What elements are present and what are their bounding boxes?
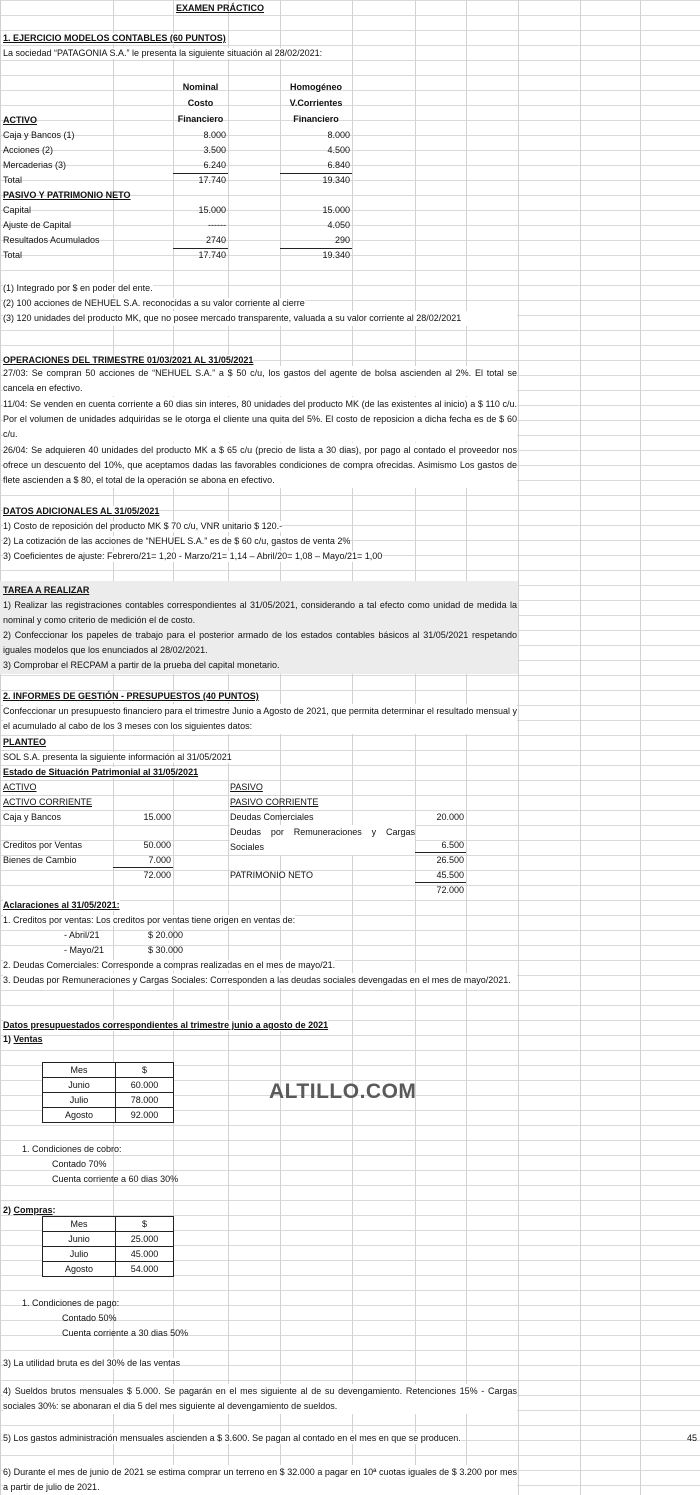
cobro-item: Cuenta corriente a 60 dias 30% <box>52 1174 179 1184</box>
pago-item: Contado 50% <box>62 1313 117 1323</box>
deudas-com-label: Deudas Comerciales <box>230 812 314 822</box>
deudas-rem-label: Deudas por Remuneraciones y Cargas Sociales <box>230 825 415 855</box>
table-header: $ <box>116 1217 174 1232</box>
ventas-table <box>42 1062 174 1123</box>
activo-row-homog: 4.500 <box>327 145 350 155</box>
subtotal-line <box>173 173 228 174</box>
subtotal-line <box>113 867 173 868</box>
compras-table <box>42 1216 174 1277</box>
section1-intro: La sociedad “PATAGONIA S.A.” le presenta la siguiente situación al 28/02/2021: <box>3 48 323 58</box>
pasivo-total-value: 26.500 <box>436 855 464 865</box>
page-number: 45 <box>686 1433 697 1443</box>
table-row <box>43 1232 174 1247</box>
caja-value: 15.000 <box>143 812 171 822</box>
subtotal-line <box>415 882 466 883</box>
aclaracion-3: 3. Deudas por Remuneraciones y Cargas Sociales: Corresponden a las deudas sociales devengadas en el mes de mayo/2021. <box>3 973 517 988</box>
section1-heading: 1. EJERCICIO MODELOS CONTABLES (60 PUNTOS) <box>3 33 226 43</box>
acl1-item-label: - Mayo/21 <box>64 945 105 955</box>
pn-value: 45.500 <box>436 870 464 880</box>
table-cell: 45.000 <box>116 1247 174 1262</box>
planteo: PLANTEO <box>3 737 47 747</box>
op-2: 11/04: Se venden en cuenta corriente a 60 dias sin interes, 80 unidades del producto MK (de las existentes al inicio) a $ 110 c/u. Por el volumen de unidades adquiridas se le otorga el cliente una quita del 5%. El costo de reposicion a dicha fecha es de $ 60 c/u. <box>3 397 517 442</box>
watermark: ALTILLO.COM <box>269 1080 417 1103</box>
deudas-com-value: 20.000 <box>436 812 464 822</box>
pasivo-total-label: Total <box>3 250 23 260</box>
activo-row-homog: 8.000 <box>327 130 350 140</box>
tarea-heading: TAREA A REALIZAR <box>3 585 90 595</box>
aclaracion-1: 1. Creditos por ventas: Los creditos por ventas tiene origen en ventas de: <box>3 915 296 925</box>
activo-total-homog: 19.340 <box>322 175 350 185</box>
table-row <box>43 1093 174 1108</box>
table-cell: 25.000 <box>116 1232 174 1247</box>
cobro-heading: 1. Condiciones de cobro: <box>22 1144 122 1154</box>
pasivo-row-homog: 4.050 <box>327 220 350 230</box>
pasivo-row-label: Resultados Acumulados <box>3 235 100 245</box>
esp-title: Estado de Situación Patrimonial al 31/05/2021 <box>3 767 199 777</box>
table-cell: Julio <box>43 1247 116 1262</box>
subtotal-line <box>173 248 228 249</box>
pasivo-row-homog: 290 <box>334 235 350 245</box>
acl1-item-value: $ 20.000 <box>148 930 184 940</box>
dato-2: 2) La cotización de las acciones de “NEHUEL S.A.” es de $ 60 c/u, gastos de venta 2% <box>3 536 351 546</box>
creditos-label: Creditos por Ventas <box>3 840 83 850</box>
activo-row-nominal: 3.500 <box>203 145 226 155</box>
dato-1: 1) Costo de reposición del producto MK $ 70 c/u, VNR unitario $ 120.- <box>3 521 283 531</box>
deudas-rem-value: 6.500 <box>441 840 464 850</box>
table-row <box>43 1108 174 1123</box>
col-nominal-1: Nominal <box>182 82 219 92</box>
activo-row-nominal: 6.240 <box>203 160 226 170</box>
activo-row-label: Acciones (2) <box>3 145 54 155</box>
esp-pasivo-corriente: PASIVO CORRIENTE <box>230 797 319 807</box>
table-cell: Junio <box>43 1078 116 1093</box>
col-nominal-3: Financiero <box>177 114 224 124</box>
op-1: 27/03: Se compran 50 acciones de “NEHUEL S.A.” a $ 50 c/u, los gastos del agente de bolsa ascienden al 2%. El total se cancela en efectivo. <box>3 366 517 396</box>
pasivo-total-nominal: 17.740 <box>198 250 226 260</box>
tarea-3: 3) Comprobar el RECPAM a partir de la prueba del capital monetario. <box>3 660 280 670</box>
tarea-1: 1) Realizar las registraciones contables correspondientes al 31/05/2021, considerando a tal efecto como unidad de medida la nominal y como criterio de medición el de costo. <box>3 600 517 625</box>
aclaraciones-heading: Aclaraciones al 31/05/2021: <box>3 900 120 910</box>
activo-row-nominal: 8.000 <box>203 130 226 140</box>
pasivo-row-nominal: 15.000 <box>198 205 226 215</box>
item-3: 3) La utilidad bruta es del 30% de las ventas <box>3 1358 181 1368</box>
acl1-item-label: - Abril/21 <box>64 930 100 940</box>
table-cell: Junio <box>43 1232 116 1247</box>
table-row <box>43 1262 174 1277</box>
creditos-value: 50.000 <box>143 840 171 850</box>
activo-total-nominal: 17.740 <box>198 175 226 185</box>
pasivo-total-homog: 19.340 <box>322 250 350 260</box>
dato-3: 3) Coeficientes de ajuste: Febrero/21= 1,20 - Marzo/21= 1,14 – Abril/20= 1,08 – Mayo/21= 1,00 <box>3 551 383 561</box>
acl1-item-value: $ 30.000 <box>148 945 184 955</box>
bienes-label: Bienes de Cambio <box>3 855 77 865</box>
activo-total-value: 72.000 <box>143 870 171 880</box>
activo-row-label: Caja y Bancos (1) <box>3 130 75 140</box>
subtotal-line <box>415 852 466 853</box>
table-cell: 92.000 <box>116 1108 174 1123</box>
activo-total-label: Total <box>3 175 23 185</box>
esp-activo: ACTIVO <box>3 782 37 792</box>
esp-activo-corriente: ACTIVO CORRIENTE <box>3 797 93 807</box>
col-homog-1: Homogéneo <box>289 82 342 92</box>
table-cell: Julio <box>43 1093 116 1108</box>
section2-intro: Confeccionar un presupuesto financiero para el trimestre Junio a Agosto de 2021, que permita determinar el resultado mensual y el acumulado al cabo de los 3 meses con los siguientes datos: <box>3 704 517 734</box>
ventas-heading: 1) Ventas <box>3 1034 43 1044</box>
table-row <box>43 1217 174 1232</box>
tarea-2: 2) Confeccionar los papeles de trabajo para el posterior armado de los estados contables básicos al 31/05/2021 respetando iguales modelos que los enunciados al 28/02/2021. <box>3 630 517 655</box>
table-row <box>43 1063 174 1078</box>
subtotal-line <box>280 173 352 174</box>
cobro-item: Contado 70% <box>52 1159 107 1169</box>
item-4: 4) Sueldos brutos mensuales $ 5.000. Se pagarán en el mes siguiente al de su devengamiento. Retenciones 15% - Cargas sociales 30%: se abonaran el dia 5 del mes siguiente al devengamiento de sueldos. <box>3 1384 517 1414</box>
caja-label: Caja y Bancos <box>3 812 62 822</box>
note-3: (3) 120 unidades del producto MK, que no posee mercado transparente, valuada a su valor corriente al 28/02/2021 <box>3 311 517 326</box>
activo-label: ACTIVO <box>3 115 38 125</box>
ops-heading: OPERACIONES DEL TRIMESTRE 01/03/2021 AL 31/05/2021 <box>3 355 254 365</box>
table-header: Mes <box>43 1063 116 1078</box>
table-cell: Agosto <box>43 1108 116 1123</box>
pasivo-row-label: Ajuste de Capital <box>3 220 72 230</box>
exam-title: EXAMEN PRÁCTICO <box>176 3 265 13</box>
datos-heading: DATOS ADICIONALES AL 31/05/2021 <box>3 506 160 516</box>
compras-heading: 2) Compras: <box>3 1205 56 1215</box>
pasivo-pn-total-value: 72.000 <box>436 885 464 895</box>
pasivo-row-nominal: ------ <box>208 220 226 230</box>
table-cell: 54.000 <box>116 1262 174 1277</box>
section2-heading: 2. INFORMES DE GESTIÓN - PRESUPUESTOS (40 PUNTOS) <box>3 691 259 701</box>
col-homog-3: Financiero <box>293 114 339 124</box>
table-row <box>43 1078 174 1093</box>
table-header: Mes <box>43 1217 116 1232</box>
esp-pasivo: PASIVO <box>230 782 263 792</box>
table-header: $ <box>116 1063 174 1078</box>
pago-item: Cuenta corriente a 30 dias 50% <box>62 1328 189 1338</box>
pasivo-row-homog: 15.000 <box>322 205 350 215</box>
activo-row-homog: 6.840 <box>327 160 350 170</box>
datos-presup-heading: Datos presupuestados correspondientes al trimestre junio a agosto de 2021 <box>3 1020 329 1030</box>
pn-label: PATRIMONIO NETO <box>230 870 314 880</box>
op-3: 26/04: Se adquieren 40 unidades del producto MK a $ 65 c/u (precio de lista a 30 dias), por pago al contado el proveedor nos ofrece un descuento del 10%, que aceptamos dadas las favorables condiciones de compra ofrecidas. Asimismo Los gastos de flete ascienden a $ 80, el total de la operación se abona en efectivo. <box>3 443 517 488</box>
table-cell: 78.000 <box>116 1093 174 1108</box>
aclaracion-2: 2. Deudas Comerciales: Corresponde a compras realizadas en el mes de mayo/21. <box>3 960 336 970</box>
table-cell: Agosto <box>43 1262 116 1277</box>
table-row <box>43 1247 174 1262</box>
item-5: 5) Los gastos administración mensuales ascienden a $ 3.600. Se pagan al contado en el mes en que se producen. <box>3 1433 461 1443</box>
table-cell: 60.000 <box>116 1078 174 1093</box>
pasivo-label: PASIVO Y PATRIMONIO NETO <box>3 190 131 200</box>
pasivo-row-label: Capital <box>3 205 32 215</box>
activo-row-label: Mercaderias (3) <box>3 160 67 170</box>
sol-intro: SOL S.A. presenta la siguiente información al 31/05/2021 <box>3 752 232 762</box>
note-1: (1) Integrado por $ en poder del ente. <box>3 283 153 293</box>
pasivo-row-nominal: 2740 <box>205 235 226 245</box>
col-homog-2: V.Corrientes <box>289 98 343 108</box>
note-2: (2) 100 acciones de NEHUEL S.A. reconocidas a su valor corriente al cierre <box>3 298 305 308</box>
bienes-value: 7.000 <box>148 855 171 865</box>
subtotal-line <box>280 248 352 249</box>
item-6: 6) Durante el mes de junio de 2021 se estima comprar un terreno en $ 32.000 a pagar en 10ª cuotas iguales de $ 3.200 por mes a partir de julio de 2021. <box>3 1465 517 1495</box>
col-nominal-2: Costo <box>187 98 214 108</box>
pago-heading: 1. Condiciones de pago: <box>22 1298 120 1308</box>
